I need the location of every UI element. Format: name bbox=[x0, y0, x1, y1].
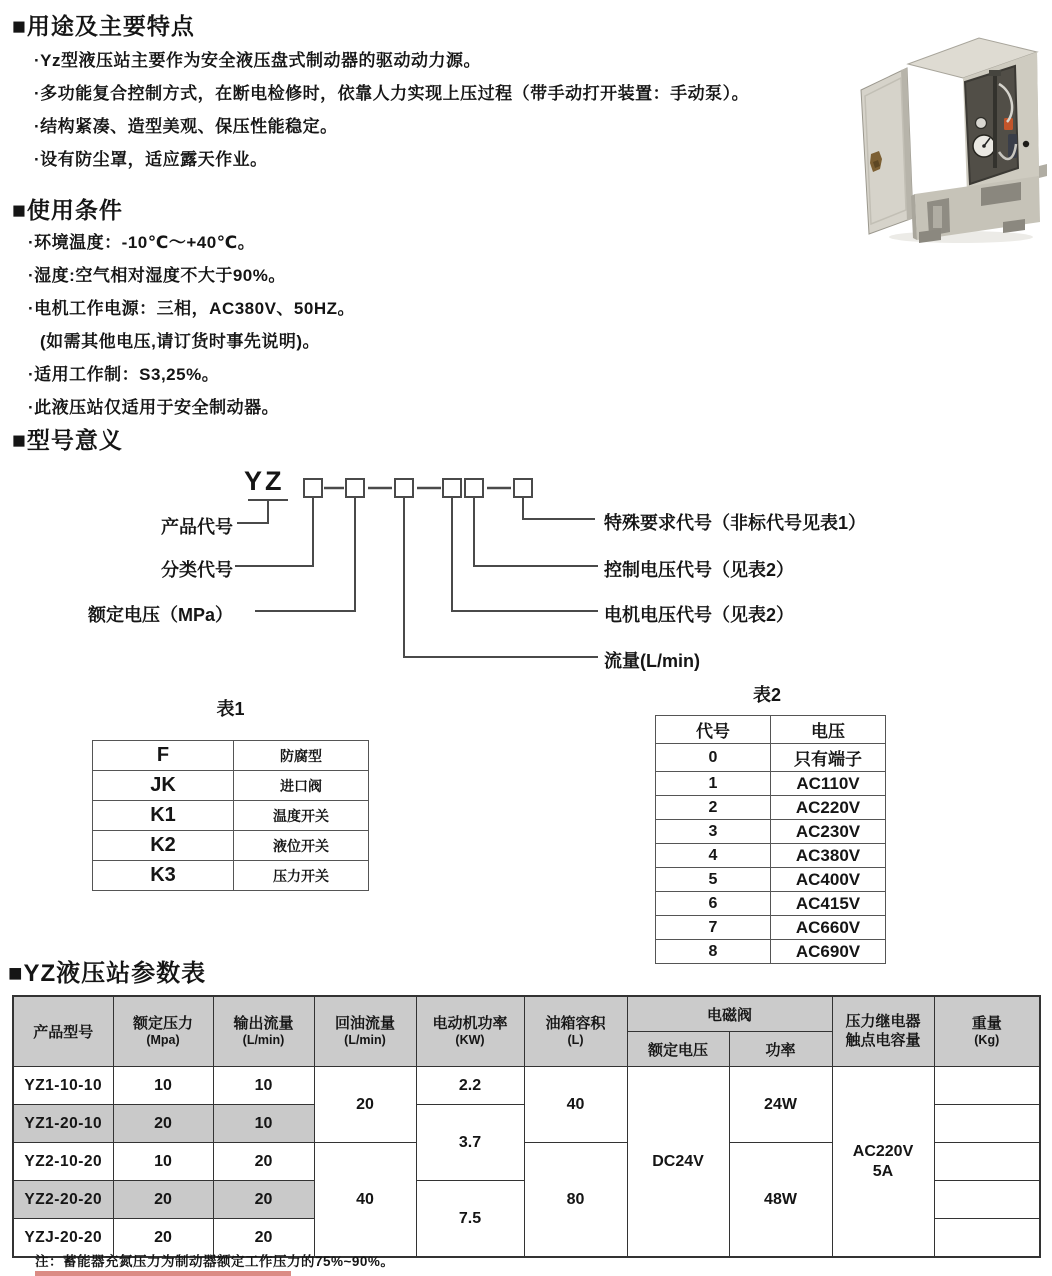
product-photo bbox=[853, 26, 1048, 246]
footnote: 注：蓄能器充氮压力为制动器额定工作压力的75%~90%。 bbox=[35, 1254, 395, 1269]
relay-cell bbox=[832, 1067, 934, 1258]
model-code-diagram bbox=[60, 463, 1020, 678]
voltage-header: 电压 bbox=[771, 716, 886, 744]
special-desc-cell: 液位开关 bbox=[234, 831, 369, 861]
weight-cell-empty bbox=[934, 1219, 1040, 1258]
voltage-value-cell: AC415V bbox=[771, 892, 886, 916]
special-code-cell: JK bbox=[93, 771, 234, 801]
voltage-value-cell: 只有端子 bbox=[771, 744, 886, 772]
label-rated-pressure: 额定电压（MPa） bbox=[87, 605, 233, 625]
table1 bbox=[92, 740, 369, 891]
out-flow-header-unit: (L/min) bbox=[242, 1033, 285, 1048]
model-cell: YZ1-20-10 bbox=[13, 1105, 113, 1143]
param-header-row bbox=[13, 996, 1040, 1032]
special-desc-cell: 温度开关 bbox=[234, 801, 369, 831]
pressure-cell: 10 bbox=[113, 1067, 213, 1105]
weight-cell-empty bbox=[934, 1181, 1040, 1219]
voltage-code-cell: 6 bbox=[656, 892, 771, 916]
table-row bbox=[656, 940, 886, 964]
special-code-cell: K1 bbox=[93, 801, 234, 831]
feature-bullet: ·设有防尘罩，适应露天作业。 bbox=[34, 150, 268, 169]
table-row bbox=[656, 844, 886, 868]
pressure-header-name: 额定压力 bbox=[132, 1014, 193, 1032]
solenoid-header: 电磁阀 bbox=[627, 996, 832, 1032]
weight-cell-empty bbox=[934, 1143, 1040, 1181]
label-product-code: 产品代号 bbox=[161, 517, 233, 537]
table2-title: 表2 bbox=[752, 685, 781, 705]
special-code-cell: K3 bbox=[93, 861, 234, 891]
table2 bbox=[655, 715, 886, 964]
pressure-cell: 10 bbox=[113, 1143, 213, 1181]
weight-header bbox=[934, 996, 1040, 1067]
pressure-cell: 20 bbox=[113, 1105, 213, 1143]
weight-cell-empty bbox=[934, 1105, 1040, 1143]
param-row bbox=[13, 1067, 1040, 1105]
label-flow: 流量(L/min) bbox=[604, 651, 700, 671]
feature-bullet: ·多功能复合控制方式，在断电检修时，依靠人力实现上压过程（带手动打开装置：手动泵）。 bbox=[34, 84, 750, 103]
relay-header-line1: 压力继电器 bbox=[845, 1012, 921, 1030]
pressure-cell: 20 bbox=[113, 1181, 213, 1219]
return-flow-header-name: 回油流量 bbox=[334, 1014, 395, 1032]
param-table-heading: ■YZ液压站参数表 bbox=[8, 960, 207, 987]
tank-header-unit: (L) bbox=[567, 1033, 584, 1048]
return-flow-header bbox=[314, 996, 416, 1067]
label-control-voltage: 控制电压代号（见表2） bbox=[604, 560, 795, 580]
table-row bbox=[656, 868, 886, 892]
out-flow-header-name: 输出流量 bbox=[233, 1014, 294, 1032]
special-desc-cell: 进口阀 bbox=[234, 771, 369, 801]
table-row bbox=[656, 820, 886, 844]
model-prefix: YZ bbox=[244, 466, 285, 496]
relay-header-line2: 触点电容量 bbox=[845, 1031, 921, 1049]
voltage-value-cell: AC220V bbox=[771, 796, 886, 820]
motor-power-cell: 7.5 bbox=[416, 1181, 524, 1258]
voltage-code-cell: 3 bbox=[656, 820, 771, 844]
out-flow-cell: 20 bbox=[213, 1181, 314, 1219]
solenoid-voltage-header: 额定电压 bbox=[627, 1032, 729, 1067]
condition-bullet: ·适用工作制：S3,25%。 bbox=[28, 365, 220, 384]
pressure-header bbox=[113, 996, 213, 1067]
solenoid-power-cell: 48W bbox=[729, 1143, 832, 1258]
model-cell: YZ2-20-20 bbox=[13, 1181, 113, 1219]
relay-value-line1: AC220V bbox=[852, 1142, 914, 1160]
out-flow-cell: 20 bbox=[213, 1143, 314, 1181]
weight-cell-empty bbox=[934, 1067, 1040, 1105]
motor-power-cell: 2.2 bbox=[416, 1067, 524, 1105]
table-row bbox=[656, 916, 886, 940]
model-cell: YZ1-10-10 bbox=[13, 1067, 113, 1105]
voltage-code-cell: 4 bbox=[656, 844, 771, 868]
model-cell: YZ2-10-20 bbox=[13, 1143, 113, 1181]
conditions-heading: ■使用条件 bbox=[12, 197, 123, 223]
table-row bbox=[656, 744, 886, 772]
code-header: 代号 bbox=[656, 716, 771, 744]
relay-value-line2: 5A bbox=[872, 1162, 894, 1180]
out-flow-cell: 10 bbox=[213, 1105, 314, 1143]
tank-header bbox=[524, 996, 627, 1067]
voltage-code-cell: 0 bbox=[656, 744, 771, 772]
tank-header-name: 油箱容积 bbox=[545, 1014, 606, 1032]
voltage-value-cell: AC690V bbox=[771, 940, 886, 964]
voltage-code-cell: 1 bbox=[656, 772, 771, 796]
voltage-value-cell: AC400V bbox=[771, 868, 886, 892]
red-mark bbox=[35, 1271, 291, 1276]
solenoid-power-cell: 24W bbox=[729, 1067, 832, 1143]
return-flow-cell: 40 bbox=[314, 1143, 416, 1258]
pressure-cell: 20 bbox=[113, 1219, 213, 1258]
special-code-cell: K2 bbox=[93, 831, 234, 861]
label-class-code: 分类代号 bbox=[161, 560, 233, 580]
condition-bullet: ·环境温度：-10℃～+40℃。 bbox=[28, 233, 256, 252]
return-flow-header-unit: (L/min) bbox=[344, 1033, 386, 1048]
voltage-value-cell: AC380V bbox=[771, 844, 886, 868]
voltage-code-cell: 2 bbox=[656, 796, 771, 820]
tank-cell: 40 bbox=[524, 1067, 627, 1143]
out-flow-cell: 20 bbox=[213, 1219, 314, 1258]
feature-bullet: ·Yz型液压站主要作为安全液压盘式制动器的驱动动力源。 bbox=[34, 51, 481, 70]
relay-header bbox=[832, 996, 934, 1067]
table-row bbox=[656, 892, 886, 916]
model-cell: YZJ-20-20 bbox=[13, 1219, 113, 1258]
motor-power-header-unit: (KW) bbox=[455, 1033, 485, 1048]
solenoid-power-header: 功率 bbox=[729, 1032, 832, 1067]
voltage-code-cell: 5 bbox=[656, 868, 771, 892]
feature-bullet: ·结构紧凑、造型美观、保压性能稳定。 bbox=[34, 117, 338, 136]
table-row bbox=[93, 801, 369, 831]
special-desc-cell: 压力开关 bbox=[234, 861, 369, 891]
voltage-value-cell: AC110V bbox=[771, 772, 886, 796]
model-header: 产品型号 bbox=[13, 996, 113, 1067]
motor-power-cell: 3.7 bbox=[416, 1105, 524, 1181]
voltage-code-cell: 8 bbox=[656, 940, 771, 964]
out-flow-header bbox=[213, 996, 314, 1067]
features-heading: ■用途及主要特点 bbox=[12, 13, 195, 39]
special-code-cell: F bbox=[93, 741, 234, 771]
param-table bbox=[12, 995, 1041, 1258]
condition-bullet: ·此液压站仅适用于安全制动器。 bbox=[28, 398, 280, 417]
motor-power-header-name: 电动机功率 bbox=[432, 1014, 508, 1032]
table-row bbox=[93, 741, 369, 771]
pressure-header-unit: (Mpa) bbox=[146, 1033, 180, 1048]
special-desc-cell: 防腐型 bbox=[234, 741, 369, 771]
tank-cell: 80 bbox=[524, 1143, 627, 1258]
weight-header-name: 重量 bbox=[971, 1014, 1002, 1032]
weight-header-unit: (Kg) bbox=[974, 1033, 1000, 1048]
voltage-value-cell: AC660V bbox=[771, 916, 886, 940]
table-row bbox=[656, 772, 886, 796]
motor-power-header bbox=[416, 996, 524, 1067]
model-meaning-heading: ■型号意义 bbox=[12, 427, 123, 453]
table-row bbox=[93, 771, 369, 801]
table-row bbox=[93, 831, 369, 861]
table1-title: 表1 bbox=[216, 699, 245, 719]
label-motor-voltage: 电机电压代号（见表2） bbox=[604, 605, 795, 625]
table-header-row bbox=[656, 716, 886, 744]
voltage-value-cell: AC230V bbox=[771, 820, 886, 844]
solenoid-voltage-cell: DC24V bbox=[627, 1067, 729, 1258]
hydraulic-station-image bbox=[853, 26, 1048, 246]
condition-bullet-continuation: (如需其他电压,请订货时事先说明)。 bbox=[40, 332, 321, 351]
table-row bbox=[93, 861, 369, 891]
label-special-code: 特殊要求代号（非标代号见表1） bbox=[604, 513, 867, 533]
out-flow-cell: 10 bbox=[213, 1067, 314, 1105]
voltage-code-cell: 7 bbox=[656, 916, 771, 940]
table-row bbox=[656, 796, 886, 820]
return-flow-cell: 20 bbox=[314, 1067, 416, 1143]
condition-bullet: ·电机工作电源：三相，AC380V、50HZ。 bbox=[28, 299, 355, 318]
condition-bullet: ·湿度:空气相对湿度不大于90%。 bbox=[28, 266, 286, 285]
